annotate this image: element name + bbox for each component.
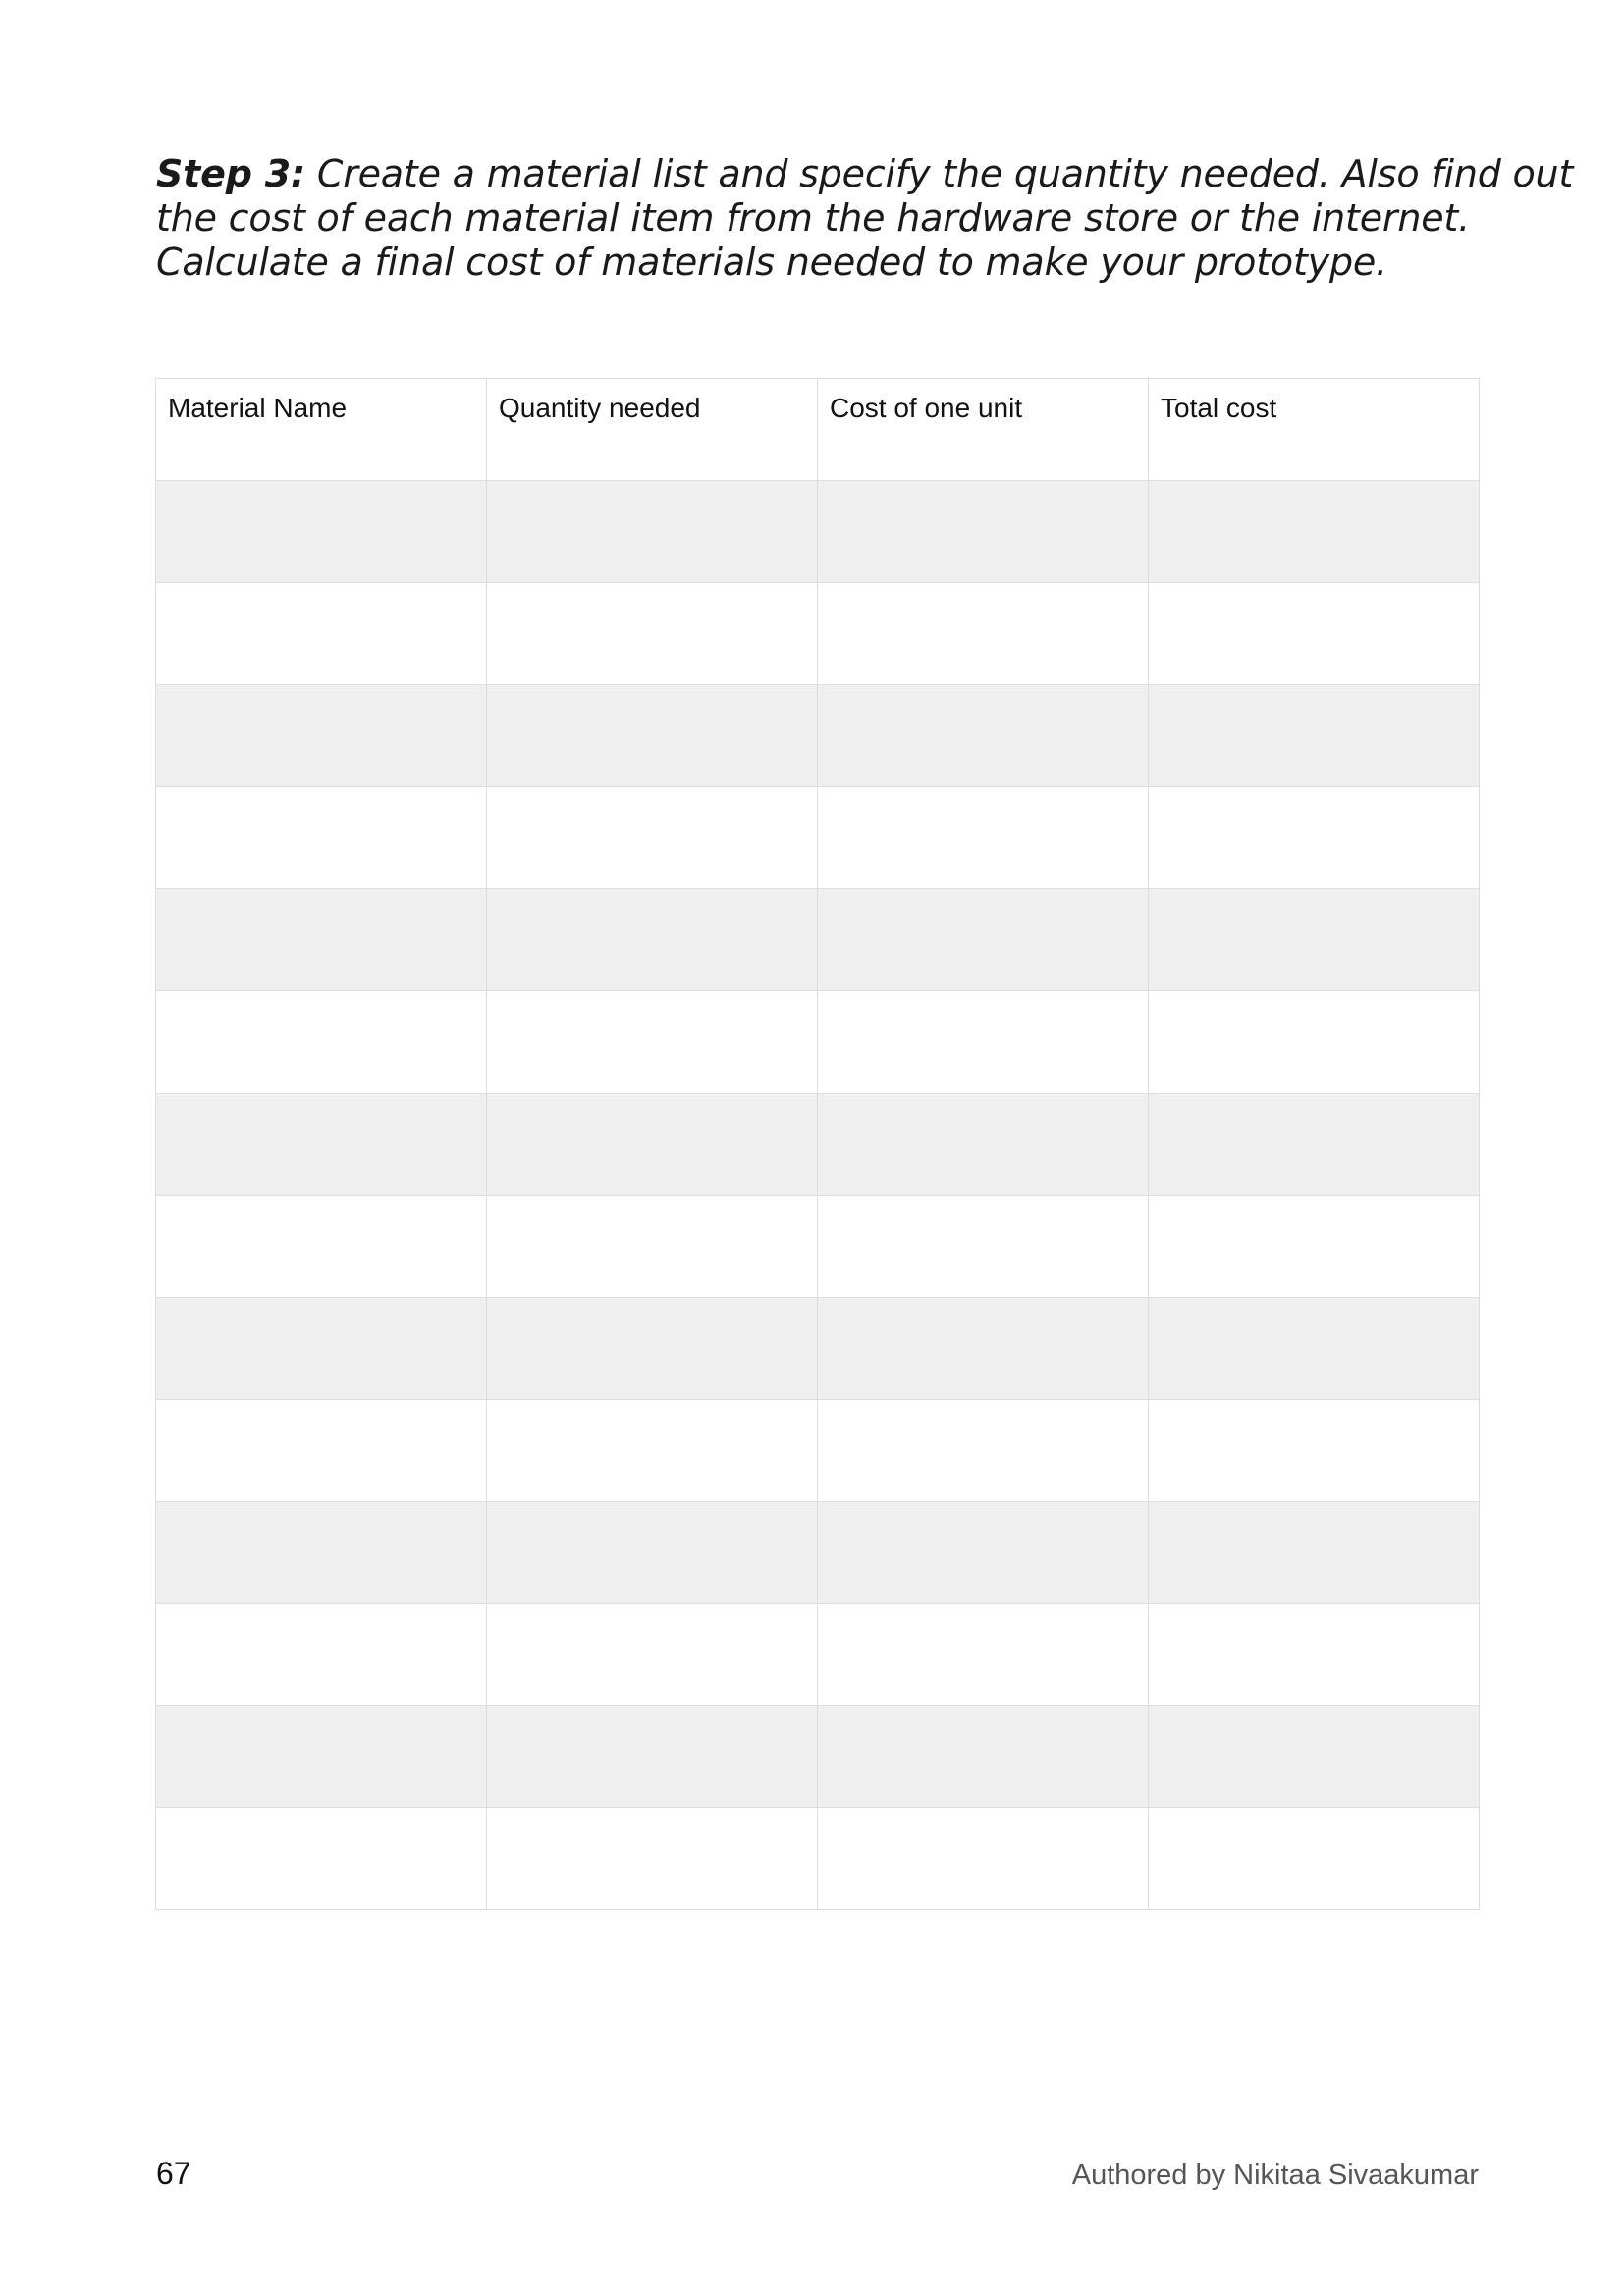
table-header-row [156, 379, 1480, 481]
table-row [156, 1808, 1480, 1910]
table-cell[interactable] [487, 787, 818, 889]
table-cell[interactable] [818, 1706, 1149, 1808]
table-cell[interactable] [818, 685, 1149, 787]
table-cell[interactable] [487, 1400, 818, 1502]
table-cell[interactable] [487, 583, 818, 685]
table-row [156, 787, 1480, 889]
table-cell[interactable] [1149, 1706, 1480, 1808]
table-row [156, 685, 1480, 787]
table-cell[interactable] [487, 1196, 818, 1298]
table-cell[interactable] [156, 1298, 487, 1400]
table-cell[interactable] [818, 1604, 1149, 1706]
table-cell[interactable] [487, 1094, 818, 1196]
table-row [156, 1706, 1480, 1808]
table-cell[interactable] [818, 1196, 1149, 1298]
table-cell[interactable] [1149, 991, 1480, 1094]
table-row [156, 1400, 1480, 1502]
header-total-cost: Total cost [1149, 379, 1480, 481]
instruction-line-1 [156, 152, 1574, 196]
table-cell[interactable] [487, 1808, 818, 1910]
table-cell[interactable] [156, 1706, 487, 1808]
table-row [156, 991, 1480, 1094]
table-cell[interactable] [1149, 1808, 1480, 1910]
table-body [156, 481, 1480, 1910]
table-cell[interactable] [487, 991, 818, 1094]
table-cell[interactable] [1149, 787, 1480, 889]
table-cell[interactable] [156, 1196, 487, 1298]
header-material-name: Material Name [156, 379, 487, 481]
table-cell[interactable] [487, 685, 818, 787]
table-cell[interactable] [818, 481, 1149, 583]
table-row [156, 1196, 1480, 1298]
table-cell[interactable] [487, 1502, 818, 1604]
table-cell[interactable] [487, 889, 818, 991]
header-quantity-needed: Quantity needed [487, 379, 818, 481]
header-cost-of-one-unit: Cost of one unit [818, 379, 1149, 481]
table-row [156, 481, 1480, 583]
table-cell[interactable] [156, 889, 487, 991]
table-row [156, 583, 1480, 685]
table-cell[interactable] [1149, 1298, 1480, 1400]
table-cell[interactable] [818, 1298, 1149, 1400]
table-cell[interactable] [818, 1094, 1149, 1196]
table-cell[interactable] [487, 1298, 818, 1400]
table-cell[interactable] [818, 1502, 1149, 1604]
table-cell[interactable] [818, 1400, 1149, 1502]
table-cell[interactable] [1149, 1604, 1480, 1706]
table-cell[interactable] [156, 1094, 487, 1196]
instruction-line-3: Calculate a final cost of materials needed to make your prototype. [156, 240, 1387, 284]
table-cell[interactable] [1149, 583, 1480, 685]
table-cell[interactable] [487, 1604, 818, 1706]
table-cell[interactable] [1149, 1502, 1480, 1604]
table-cell[interactable] [487, 481, 818, 583]
table-cell[interactable] [818, 889, 1149, 991]
table-cell[interactable] [156, 1808, 487, 1910]
instruction-line-2: the cost of each material item from the hardware store or the internet. [156, 196, 1470, 240]
instruction-text-1: Create a material list and specify the quantity needed. Also find out [304, 152, 1574, 195]
table-row [156, 889, 1480, 991]
table-cell[interactable] [1149, 481, 1480, 583]
table-cell[interactable] [818, 1808, 1149, 1910]
table-cell[interactable] [156, 1502, 487, 1604]
author-credit: Authored by Nikitaa Sivaakumar [1071, 2160, 1479, 2191]
page-number: 67 [156, 2156, 191, 2191]
table-cell[interactable] [156, 991, 487, 1094]
table-cell[interactable] [818, 787, 1149, 889]
material-list-table [155, 378, 1480, 1910]
table-cell[interactable] [156, 1604, 487, 1706]
table-cell[interactable] [156, 787, 487, 889]
table-cell[interactable] [156, 481, 487, 583]
table-cell[interactable] [156, 1400, 487, 1502]
table-cell[interactable] [818, 583, 1149, 685]
table-row [156, 1502, 1480, 1604]
table-cell[interactable] [1149, 685, 1480, 787]
table-cell[interactable] [1149, 889, 1480, 991]
step-label: Step 3: [156, 152, 305, 195]
table-row [156, 1094, 1480, 1196]
table-cell[interactable] [1149, 1196, 1480, 1298]
table-cell[interactable] [1149, 1400, 1480, 1502]
table-cell[interactable] [156, 583, 487, 685]
table-cell[interactable] [156, 685, 487, 787]
table-row [156, 1604, 1480, 1706]
table-cell[interactable] [487, 1706, 818, 1808]
table-row [156, 1298, 1480, 1400]
table-cell[interactable] [818, 991, 1149, 1094]
table-cell[interactable] [1149, 1094, 1480, 1196]
step-instruction [156, 152, 1574, 285]
